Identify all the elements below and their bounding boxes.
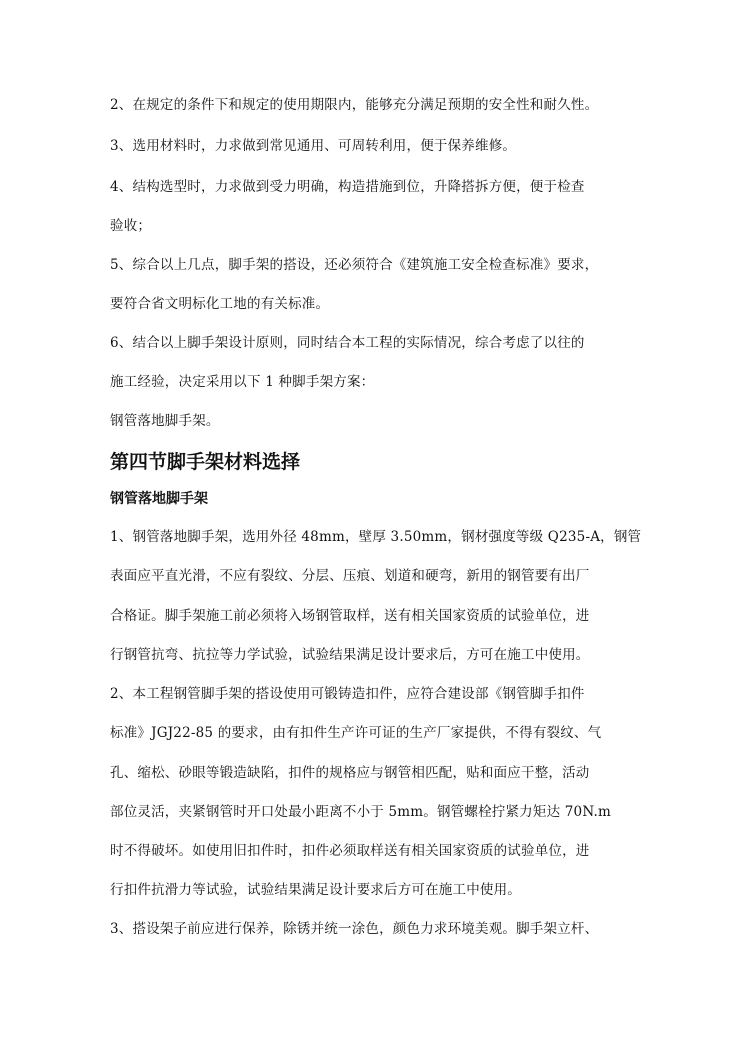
item-3-text: 3、选用材料时，力求做到常见通用、可周转利用，便于保养维修。 (110, 138, 517, 154)
item-6-line-1: 6、结合以上脚手架设计原则，同时结合本工程的实际情况，综合考虑了以往的 (110, 335, 585, 351)
para-2-line-6: 行扣件抗滑力等试验，试验结果满足设计要求后方可在施工中使用。 (110, 882, 521, 898)
item-5-line-2: 要符合省文明标化工地的有关标准。 (110, 296, 330, 312)
para-1-line-2: 表面应平直光滑，不应有裂纹、分层、压痕、划道和硬弯，新用的钢管要有出厂 (110, 568, 590, 584)
item-4-line-2: 验收； (110, 218, 152, 234)
section-title: 第四节脚手架材料选择 (110, 451, 301, 473)
para-1-line-4: 行钢管抗弯、抗拉等力学试验，试验结果满足设计要求后，方可在施工中使用。 (110, 647, 590, 663)
para-2-line-5: 时不得破坏。如使用旧扣件时，扣件必须取样送有相关国家资质的试验单位，进 (110, 843, 590, 859)
section-subtitle: 钢管落地脚手架 (110, 491, 208, 507)
item-6-line-2: 施工经验，决定采用以下 1 种脚手架方案： (110, 374, 375, 390)
scheme-text: 钢管落地脚手架。 (110, 413, 220, 429)
para-3-line-1: 3、搭设架子前应进行保养，除锈并统一涂色，颜色力求环境美观。脚手架立杆、 (110, 921, 599, 937)
para-2-line-4: 部位灵活，夹紧钢管时开口处最小距离不小于 5mm。钢管螺栓拧紧力矩达 70N.m (110, 804, 611, 820)
para-2-line-3: 孔、缩松、砂眼等锻造缺陷，扣件的规格应与钢管相匹配，贴和面应干整，活动 (110, 765, 590, 781)
para-1-line-1: 1、钢管落地脚手架，选用外径 48mm，壁厚 3.50mm，钢材强度等级 Q235-A，钢管 (110, 529, 642, 545)
item-4-line-1: 4、结构选型时，力求做到受力明确，构造措施到位，升降搭拆方便，便于检查 (110, 179, 585, 195)
para-2-line-1: 2、本工程钢管脚手架的搭设使用可锻铸造扣件，应符合建设部《钢管脚手扣件 (110, 686, 585, 702)
item-5-line-1: 5、综合以上几点，脚手架的搭设，还必须符合《建筑施工安全检查标准》要求， (110, 257, 599, 273)
para-2-line-2: 标准》JGJ22-85 的要求，由有扣件生产许可证的生产厂家提供，不得有裂纹、气 (110, 725, 602, 741)
item-2-text: 2、在规定的条件下和规定的使用期限内，能够充分满足预期的安全性和耐久性。 (110, 97, 599, 113)
para-1-line-3: 合格证。脚手架施工前必须将入场钢管取样，送有相关国家资质的试验单位，进 (110, 608, 590, 624)
